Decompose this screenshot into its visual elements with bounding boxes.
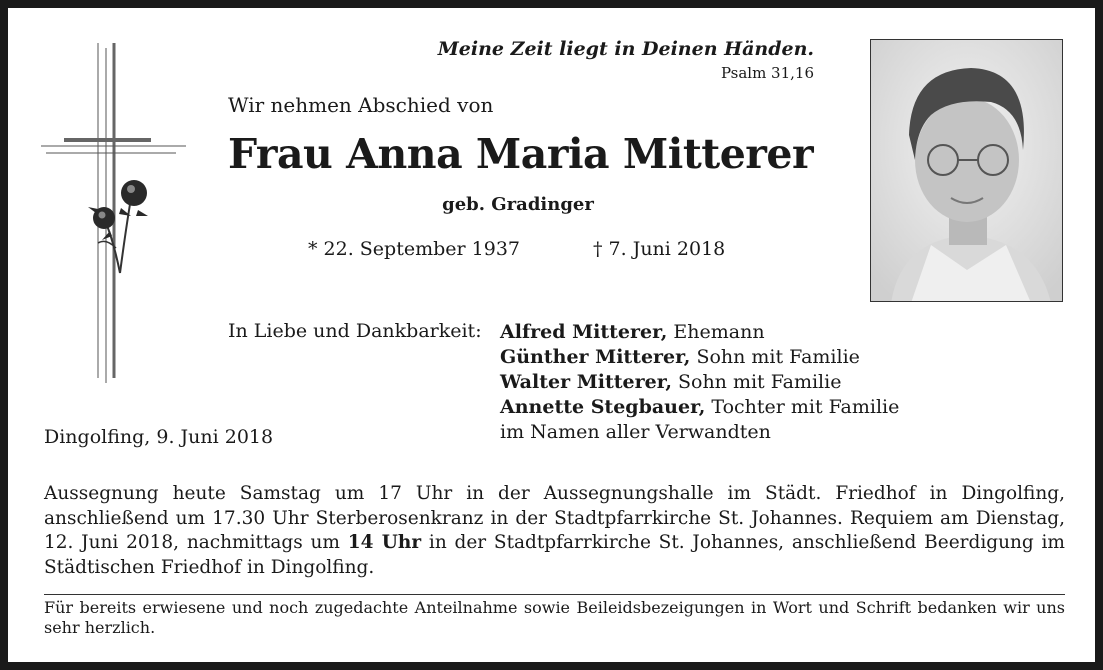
funeral-notice [44, 482, 1065, 580]
bible-quote: Meine Zeit liegt in Deinen Händen. [437, 38, 814, 60]
notice-text-2: in der Stadtpfarrkirche St. Johannes, anschließend Beerdigung im Städtischen Friedhof in Dingolfing. [44, 532, 1065, 578]
maiden-name-row [8, 194, 808, 215]
notice-text-1: Aussegnung heute Samstag um 17 Uhr in der Aussegnungshalle im Städt. Friedhof in Dingolfing, anschließend um 17.30 Uhr Sterberosenkranz in der Stadtpfarrkirche St. Johannes. Requiem am Dienstag, 12. Juni 2018, nachmittags um [44, 483, 1065, 553]
notice-time: 14 Uhr [347, 532, 422, 553]
deceased-name: Frau Anna Maria Mitterer [228, 130, 814, 178]
mourner-relation: Sohn mit Familie [677, 371, 842, 393]
list-item [500, 345, 899, 370]
mourner-name: Walter Mitterer, [500, 371, 672, 393]
mourner-relation: Tochter mit Familie [711, 396, 900, 418]
mourner-name: Günther Mitterer, [500, 346, 691, 368]
thanks-label: In Liebe und Dankbarkeit: [228, 320, 482, 342]
mourner-relation: Ehemann [673, 321, 765, 343]
portrait-photo [870, 39, 1063, 302]
mourner-name: Annette Stegbauer, [500, 396, 706, 418]
quote-source: Psalm 31,16 [720, 64, 814, 82]
maiden-name: geb. Gradinger [442, 194, 594, 215]
mourner-name: Alfred Mitterer, [500, 321, 668, 343]
intro-text: Wir nehmen Abschied von [228, 93, 494, 117]
list-item [500, 370, 899, 395]
place-date: Dingolfing, 9. Juni 2018 [44, 426, 274, 448]
closing-text: Für bereits erwiesene und noch zugedachte Anteilnahme sowie Beileidsbezeigungen in Wort und Schrift bedanken wir uns sehr herzlich. [44, 598, 1065, 637]
mourner-relation: Sohn mit Familie [696, 346, 860, 368]
birth-date: * 22. September 1937 [308, 238, 520, 260]
mourner-relation: im Namen aller Verwandten [500, 421, 771, 443]
list-item [500, 395, 899, 420]
list-item [500, 420, 899, 445]
list-item [500, 320, 899, 345]
mourners-list [500, 320, 899, 445]
divider [44, 594, 1065, 595]
death-date: † 7. Juni 2018 [593, 238, 726, 260]
